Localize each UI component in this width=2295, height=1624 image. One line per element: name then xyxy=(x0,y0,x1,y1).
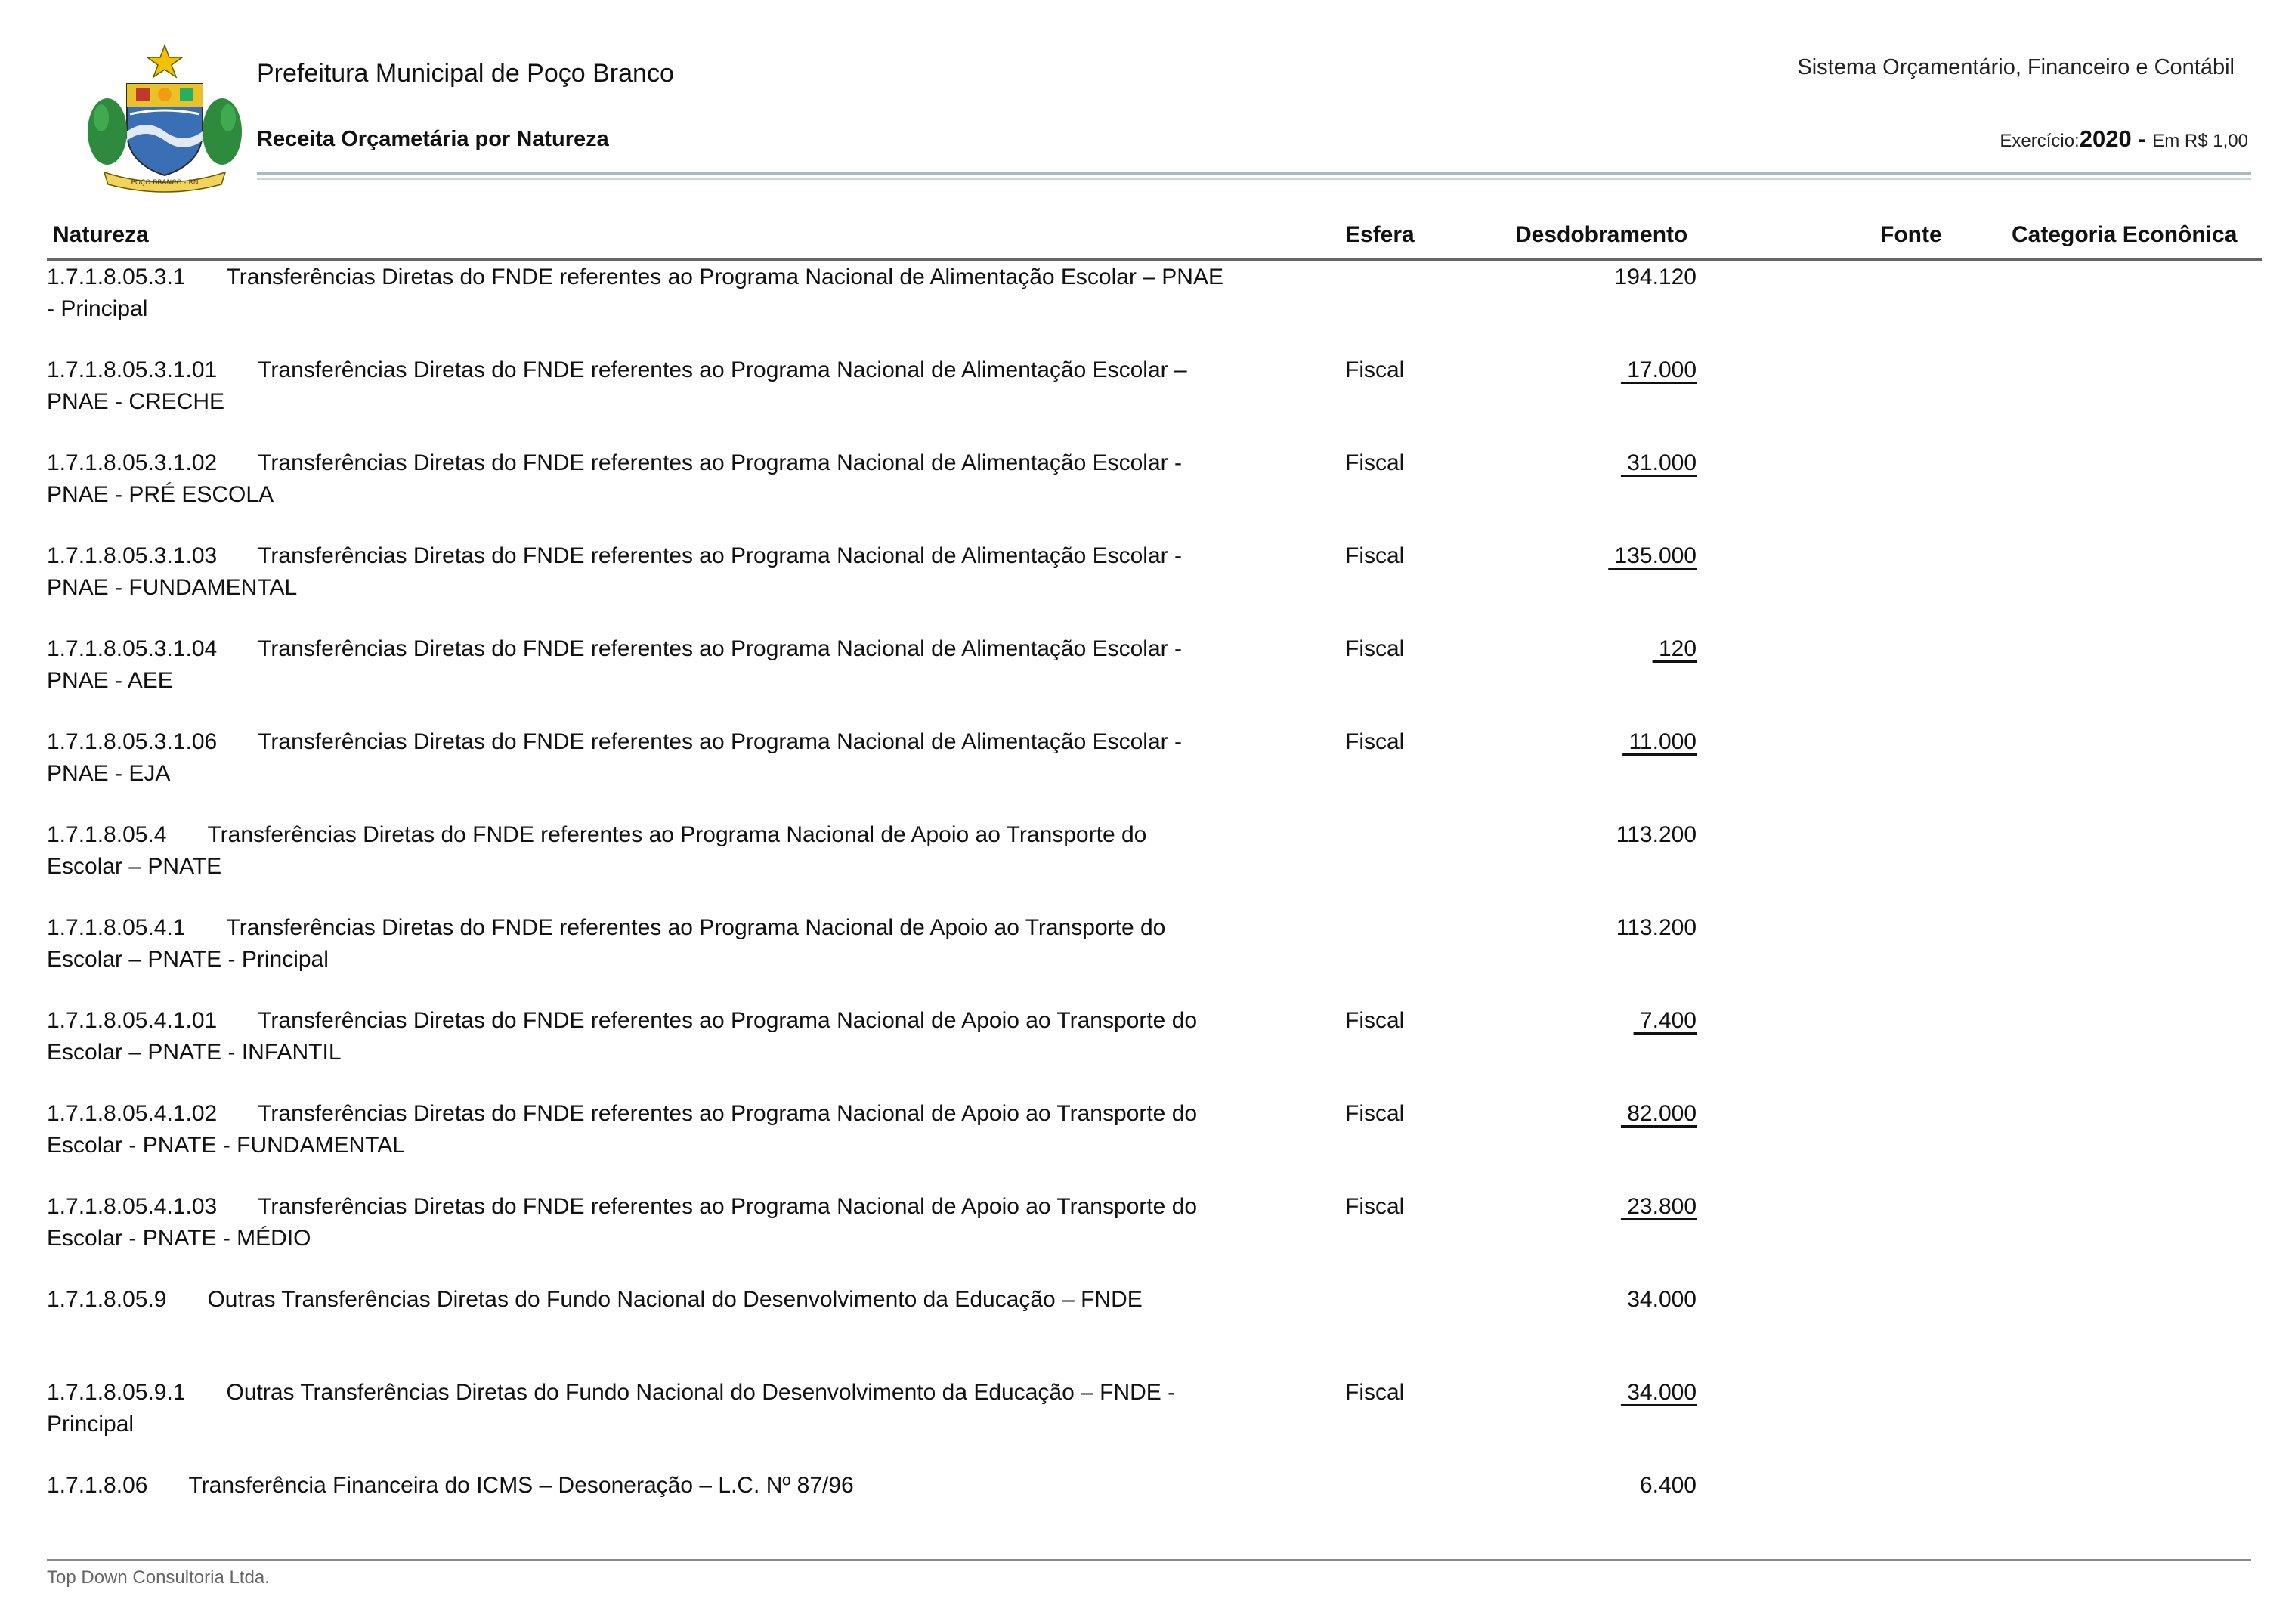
row-description-cell xyxy=(47,1098,1226,1162)
row-value: 34.000 xyxy=(1627,1287,1697,1312)
column-header-categoria: Categoria Econônica xyxy=(2012,222,2238,247)
column-header-natureza: Natureza xyxy=(53,222,149,247)
row-value: 120 xyxy=(1652,636,1697,661)
report-title: Receita Orçametária por Natureza xyxy=(257,127,609,151)
table-row xyxy=(0,912,2295,995)
row-value: 113.200 xyxy=(1616,822,1697,847)
row-description: Transferências Diretas do FNDE referentes ao Programa Nacional de Apoio ao Transporte do Escolar – PNATE - INFANTIL xyxy=(47,1008,1198,1065)
row-code: 1.7.1.8.05.3.1 xyxy=(47,264,186,289)
table-row xyxy=(0,1005,2295,1088)
row-code: 1.7.1.8.05.3.1.02 xyxy=(47,450,218,475)
row-esfera: Fiscal xyxy=(1345,450,1405,475)
table-row xyxy=(0,1098,2295,1181)
row-value: 23.800 xyxy=(1620,1194,1697,1219)
table-row xyxy=(0,261,2295,345)
municipal-coat-of-arms-icon xyxy=(82,42,248,193)
row-esfera: Fiscal xyxy=(1345,729,1405,754)
row-value: 7.400 xyxy=(1633,1008,1697,1033)
footer-divider xyxy=(47,1559,2251,1561)
row-code: 1.7.1.8.05.3.1.04 xyxy=(47,636,218,661)
row-code: 1.7.1.8.05.4.1.02 xyxy=(47,1101,218,1126)
column-header-esfera: Esfera xyxy=(1345,222,1415,247)
row-description-cell xyxy=(47,354,1226,418)
row-esfera: Fiscal xyxy=(1345,1101,1405,1126)
row-value: 34.000 xyxy=(1620,1380,1697,1405)
system-name: Sistema Orçamentário, Financeiro e Contábil xyxy=(1797,55,2235,79)
row-description: Transferências Diretas do FNDE referentes ao Programa Nacional de Apoio ao Transporte do Escolar - PNATE - FUNDAMENTAL xyxy=(47,1101,1198,1158)
table-row xyxy=(0,1284,2295,1367)
table-row xyxy=(0,633,2295,716)
row-description: Transferências Diretas do FNDE referentes ao Programa Nacional de Apoio ao Transporte do Escolar – PNATE - Principal xyxy=(47,915,1166,972)
row-description: Outras Transferências Diretas do Fundo Nacional do Desenvolvimento da Educação – FNDE - Principal xyxy=(47,1380,1176,1437)
row-value: 31.000 xyxy=(1620,450,1697,475)
row-description-cell xyxy=(47,447,1226,511)
table-row xyxy=(0,1377,2295,1460)
row-description-cell xyxy=(47,540,1226,604)
row-description-cell xyxy=(47,1470,1226,1502)
row-description-cell xyxy=(47,261,1226,325)
footer-company: Top Down Consultoria Ltda. xyxy=(47,1567,270,1588)
row-esfera: Fiscal xyxy=(1345,1008,1405,1033)
row-description-cell xyxy=(47,1005,1226,1069)
row-esfera: Fiscal xyxy=(1345,1194,1405,1219)
row-value: 194.120 xyxy=(1614,264,1697,289)
organization-name: Prefeitura Municipal de Poço Branco xyxy=(257,59,674,88)
table-row xyxy=(0,1191,2295,1274)
row-code: 1.7.1.8.05.3.1.01 xyxy=(47,357,218,382)
row-value: 113.200 xyxy=(1616,915,1697,940)
exercise-info xyxy=(2000,125,2248,153)
table-row xyxy=(0,354,2295,438)
row-esfera: Fiscal xyxy=(1345,1380,1405,1405)
row-description-cell xyxy=(47,633,1226,697)
row-description-cell xyxy=(47,819,1226,883)
row-description: Transferências Diretas do FNDE referentes ao Programa Nacional de Alimentação Escolar - PNAE - PRÉ ESCOLA xyxy=(47,450,1182,507)
row-description: Transferências Diretas do FNDE referentes ao Programa Nacional de Apoio ao Transporte do Escolar – PNATE xyxy=(47,822,1147,879)
exercise-separator: - xyxy=(2131,125,2153,152)
row-code: 1.7.1.8.05.3.1.03 xyxy=(47,543,218,568)
row-description: Outras Transferências Diretas do Fundo Nacional do Desenvolvimento da Educação – FNDE xyxy=(207,1287,1143,1312)
row-description: Transferências Diretas do FNDE referentes ao Programa Nacional de Alimentação Escolar – PNAE - CRECHE xyxy=(47,357,1187,414)
row-value: 135.000 xyxy=(1608,543,1697,568)
table-row xyxy=(0,447,2295,531)
row-description: Transferências Diretas do FNDE referentes ao Programa Nacional de Apoio ao Transporte do Escolar - PNATE - MÉDIO xyxy=(47,1194,1198,1251)
table-row xyxy=(0,819,2295,902)
row-code: 1.7.1.8.05.3.1.06 xyxy=(47,729,218,754)
row-description: Transferências Diretas do FNDE referentes ao Programa Nacional de Alimentação Escolar - PNAE - FUNDAMENTAL xyxy=(47,543,1182,600)
row-value: 82.000 xyxy=(1620,1101,1697,1126)
row-description-cell xyxy=(47,726,1226,790)
svg-text:POÇO BRANCO - RN: POÇO BRANCO - RN xyxy=(131,179,199,187)
column-header-divider xyxy=(47,258,2262,261)
row-code: 1.7.1.8.05.4 xyxy=(47,822,167,847)
row-code: 1.7.1.8.05.4.1 xyxy=(47,915,186,940)
row-description: Transferências Diretas do FNDE referentes ao Programa Nacional de Alimentação Escolar – PNAE - Principal xyxy=(47,264,1223,321)
row-esfera: Fiscal xyxy=(1345,636,1405,661)
exercise-year: 2020 xyxy=(2079,125,2132,152)
table-row xyxy=(0,726,2295,809)
row-description: Transferências Diretas do FNDE referentes ao Programa Nacional de Alimentação Escolar - PNAE - AEE xyxy=(47,636,1182,693)
exercise-label: Exercício: xyxy=(2000,131,2080,151)
row-description: Transferências Diretas do FNDE referentes ao Programa Nacional de Alimentação Escolar - PNAE - EJA xyxy=(47,729,1182,786)
coat-of-arms-graphic xyxy=(82,42,248,193)
row-description-cell xyxy=(47,1284,1226,1316)
row-description: Transferência Financeira do ICMS – Desoneração – L.C. Nº 87/96 xyxy=(188,1473,854,1498)
row-value: 6.400 xyxy=(1639,1473,1697,1498)
row-code: 1.7.1.8.05.9 xyxy=(47,1287,167,1312)
column-header-desdobramento: Desdobramento xyxy=(1515,222,1688,247)
row-description-cell xyxy=(47,912,1226,976)
row-value: 11.000 xyxy=(1622,729,1697,754)
row-description-cell xyxy=(47,1377,1226,1440)
row-value: 17.000 xyxy=(1620,357,1697,382)
table-row xyxy=(0,1470,2295,1553)
row-esfera: Fiscal xyxy=(1345,543,1405,568)
column-headers xyxy=(0,222,2295,257)
column-header-fonte: Fonte xyxy=(1880,222,1942,247)
row-description-cell xyxy=(47,1191,1226,1254)
row-code: 1.7.1.8.05.4.1.01 xyxy=(47,1008,218,1033)
row-code: 1.7.1.8.06 xyxy=(47,1473,148,1498)
header-divider xyxy=(257,172,2251,180)
row-code: 1.7.1.8.05.4.1.03 xyxy=(47,1194,218,1219)
row-code: 1.7.1.8.05.9.1 xyxy=(47,1380,186,1405)
row-esfera: Fiscal xyxy=(1345,357,1405,382)
table-row xyxy=(0,540,2295,623)
currency-note: Em R$ 1,00 xyxy=(2152,131,2248,151)
